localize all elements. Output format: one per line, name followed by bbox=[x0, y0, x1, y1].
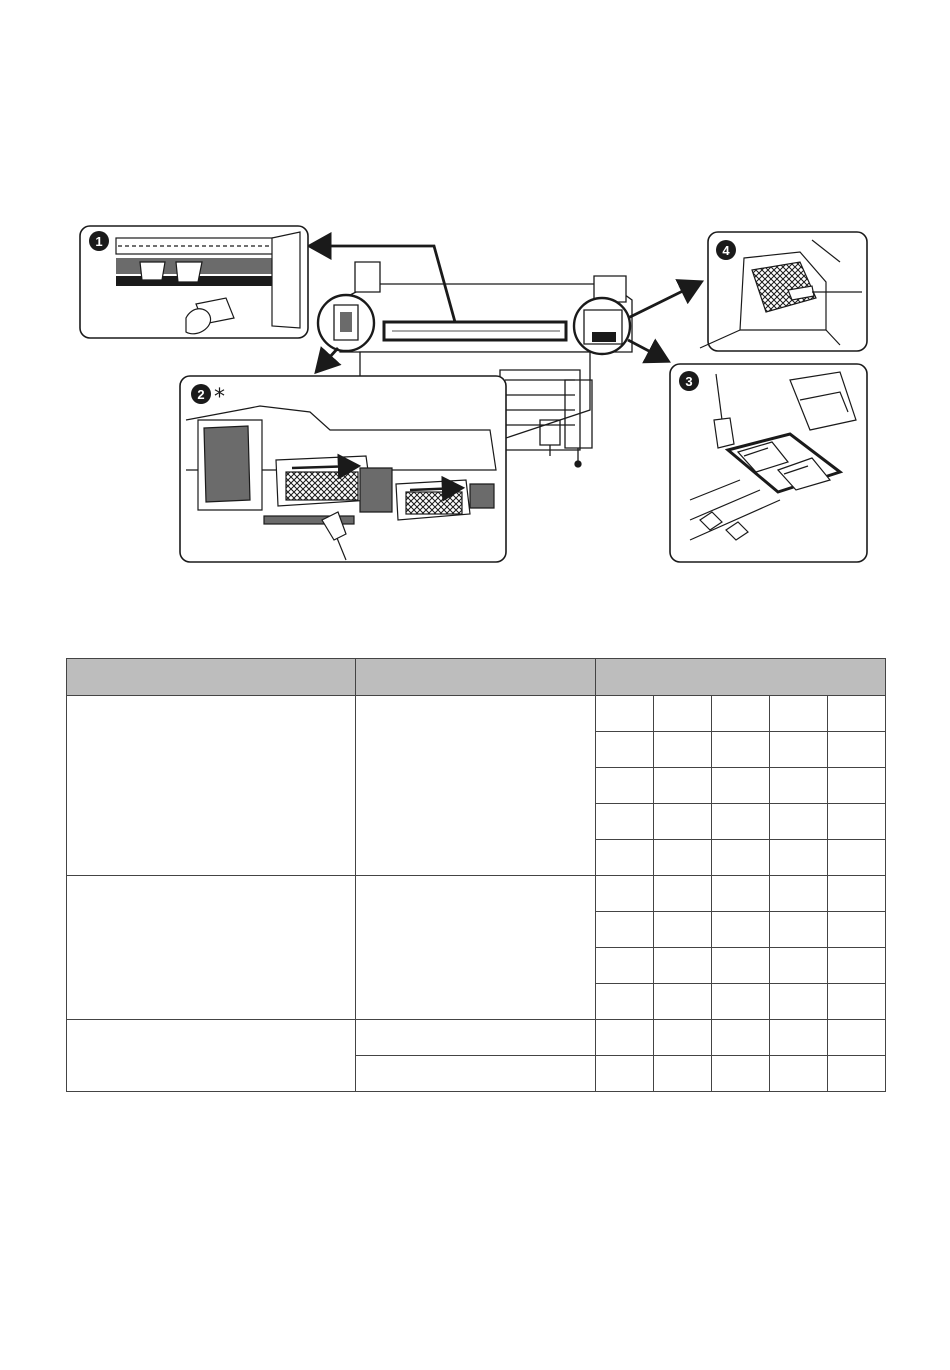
table-cell bbox=[712, 732, 770, 768]
group-3-detail-cell bbox=[356, 1020, 596, 1056]
table-cell bbox=[770, 876, 828, 912]
panel-4 bbox=[700, 232, 867, 351]
table-cell bbox=[770, 984, 828, 1020]
table-cell bbox=[654, 984, 712, 1020]
table-cell bbox=[712, 948, 770, 984]
table-cell bbox=[654, 768, 712, 804]
table-cell bbox=[596, 696, 654, 732]
header-cell-1 bbox=[67, 659, 356, 696]
callout-number-4: 4 bbox=[722, 243, 730, 258]
table-cell bbox=[828, 696, 886, 732]
table-cell bbox=[712, 804, 770, 840]
table-cell bbox=[712, 840, 770, 876]
table-cell bbox=[596, 876, 654, 912]
table-cell bbox=[596, 732, 654, 768]
group-1-detail-cell bbox=[356, 696, 596, 876]
header-cell-2 bbox=[356, 659, 596, 696]
group-3-detail-cell bbox=[356, 1056, 596, 1092]
table-cell bbox=[712, 876, 770, 912]
table-cell bbox=[770, 732, 828, 768]
table-row bbox=[67, 876, 886, 912]
table-cell bbox=[596, 912, 654, 948]
table-cell bbox=[828, 840, 886, 876]
callout-number-3: 3 bbox=[685, 374, 693, 389]
table-cell bbox=[828, 804, 886, 840]
table-cell bbox=[654, 804, 712, 840]
table-cell bbox=[712, 768, 770, 804]
table-cell bbox=[828, 912, 886, 948]
table-cell bbox=[596, 948, 654, 984]
panel-3 bbox=[670, 364, 867, 562]
table-cell bbox=[712, 1020, 770, 1056]
group-2-detail-cell bbox=[356, 876, 596, 1020]
group-2-label-cell bbox=[67, 876, 356, 1020]
panel-1 bbox=[80, 226, 308, 338]
maintenance-table bbox=[66, 658, 886, 1092]
panel-2 bbox=[180, 376, 506, 562]
table-cell bbox=[596, 1020, 654, 1056]
table-cell bbox=[654, 840, 712, 876]
table-cell bbox=[770, 948, 828, 984]
table-cell bbox=[712, 912, 770, 948]
table-cell bbox=[770, 912, 828, 948]
table-cell bbox=[770, 804, 828, 840]
table-cell bbox=[770, 1020, 828, 1056]
table-cell bbox=[712, 984, 770, 1020]
table-cell bbox=[770, 840, 828, 876]
table-header-row bbox=[67, 659, 886, 696]
callout-number-2: 2 bbox=[197, 387, 205, 402]
table-cell bbox=[712, 1056, 770, 1092]
callout-number-1: 1 bbox=[95, 234, 103, 249]
table-cell bbox=[828, 768, 886, 804]
table-row bbox=[67, 696, 886, 732]
table-cell bbox=[596, 840, 654, 876]
table-cell bbox=[828, 948, 886, 984]
table-cell bbox=[596, 984, 654, 1020]
table-cell bbox=[828, 1020, 886, 1056]
table-cell bbox=[770, 696, 828, 732]
group-1-label-cell bbox=[67, 696, 356, 876]
table-cell bbox=[828, 876, 886, 912]
group-3-label-cell bbox=[67, 1020, 356, 1092]
table-cell bbox=[654, 1020, 712, 1056]
table-cell bbox=[596, 1056, 654, 1092]
table-cell bbox=[712, 696, 770, 732]
table-cell bbox=[828, 1056, 886, 1092]
footnote-asterisk: * bbox=[214, 385, 225, 410]
table-cell bbox=[654, 876, 712, 912]
table-cell bbox=[770, 1056, 828, 1092]
table-cell bbox=[654, 696, 712, 732]
table-row bbox=[67, 1020, 886, 1056]
table-cell bbox=[828, 732, 886, 768]
maintenance-illustration bbox=[0, 0, 950, 600]
table-cell bbox=[654, 948, 712, 984]
table-cell bbox=[596, 768, 654, 804]
header-cell-3 bbox=[596, 659, 886, 696]
table-cell bbox=[596, 804, 654, 840]
table-cell bbox=[654, 732, 712, 768]
table-cell bbox=[654, 1056, 712, 1092]
table-cell bbox=[770, 768, 828, 804]
table-cell bbox=[828, 984, 886, 1020]
table-cell bbox=[654, 912, 712, 948]
